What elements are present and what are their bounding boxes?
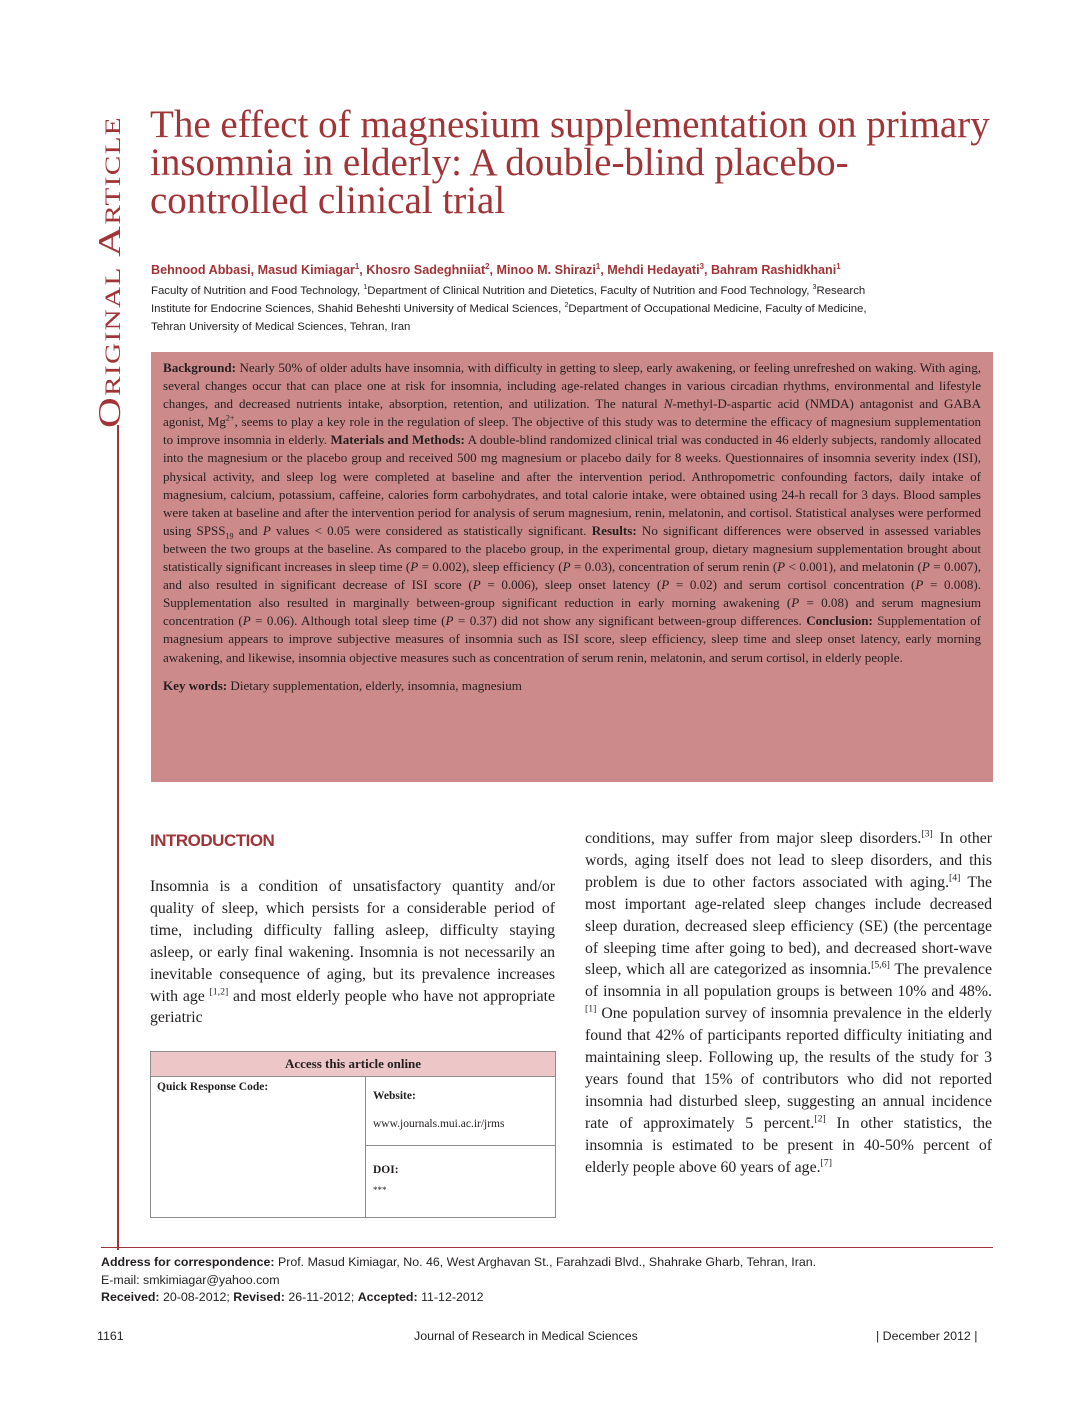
intro-left-2: and most elderly people who have not appropriate geriatric (150, 987, 555, 1027)
p-italic: P (445, 613, 454, 629)
address-text: Prof. Masud Kimiagar, No. 46, West Arghavan St., Farahzadi Blvd., Shahrake Gharb, Tehran, Iran. (274, 1255, 817, 1269)
citation-2[interactable]: [2] (814, 1113, 826, 1125)
author-name: Bahram Rashidkhani (710, 263, 837, 277)
revised-date: 26-11-2012; (284, 1290, 358, 1304)
abstract-bg-1: Nearly 50% of older adults have insomnia, with difficulty in getting to sleep, early awakening, or feeling unrefreshed on waking. With aging, several changes occur that can place one at risk for insomnia, including age-related changes in various circadian rhythms, environmental and lifestyle changes, and decreased nutrients intake, absorption, retention, and utilization. The natural (163, 360, 981, 412)
abstract-r-3: = 0.03), concentration of serum renin ( (570, 559, 778, 575)
citation-1-2[interactable]: [1,2] (209, 986, 229, 998)
author-affil-sup: 1 (595, 261, 601, 271)
introduction-heading: INTRODUCTION (150, 831, 275, 850)
doi-separator (366, 1145, 555, 1146)
abstract-m-1: A double-blind randomized clinical trial was conducted in 46 elderly subjects, randomly allocated into the magnesium or the placebo group and received 500 mg magnesium or placebo daily for 8 weeks. Questionnaires of insomnia severity index (ISI), physical activity, and sleep log were completed at baseline and after the intervention period. Anthropometric confounding factors, daily intake of magnesium, calcium, potassium, caffeine, calories form carbohydrates, and total calorie intake, were obtained using 24-h recall for 3 days. Blood samples were taken at baseline and after the intervention period for analysis of serum magnesium, renin, melatonin, and cortisol. Statistical analyses were performed using SPSS (163, 432, 981, 538)
p-italic: P (472, 577, 481, 593)
citation-5-6[interactable]: [5,6] (871, 960, 890, 972)
author-name: Mehdi Hedayati (607, 263, 700, 277)
author-name: Behnood Abbasi (151, 263, 251, 277)
received-date: 20-08-2012; (159, 1290, 234, 1304)
citation-4[interactable]: [4] (949, 872, 961, 884)
author-name: Khosro Sadeghniiat (366, 263, 486, 277)
affil-3a: Research (816, 285, 866, 297)
abstract-r-10: = 0.06). Although total sleep time ( (250, 613, 446, 629)
abstract-m-2: and (233, 522, 263, 538)
doi-label: DOI: (373, 1164, 399, 1176)
abstract-r-7: = 0.02) and serum cortisol concentration ( (669, 577, 916, 593)
intro-right-2: In other words, aging itself does not lead to sleep disorders, and this problem is due to other factors associated with aging. (585, 830, 992, 891)
author-affil-sup: 3 (699, 261, 704, 271)
intro-right-column (585, 828, 992, 1179)
abstract-box (151, 352, 993, 782)
abstract-m-3: values < 0.05 were considered as statistically significant. (270, 522, 592, 538)
intro-right-1: conditions, may suffer from major sleep disorders. (585, 830, 922, 847)
abstract-bg-2: -methyl-D-aspartic acid (NMDA) antagonist and GABA agonist, Mg (163, 396, 982, 430)
accepted-date: 11-12-2012 (417, 1290, 484, 1304)
abstract-r-6: = 0.006), sleep onset latency ( (480, 577, 662, 593)
abstract-r-4: < 0.001), and melatonin ( (785, 559, 922, 575)
conclusion-label: Conclusion: (806, 613, 873, 629)
abstract-r-1: No significant differences were observed in assessed variables between the two groups at the baseline. As compared to the placebo group, in the experimental group, dietary magnesium supplementation brought about statistically significant increases in sleep time ( (163, 522, 981, 575)
abstract-mg-sup: 2+ (225, 413, 235, 423)
abstract-r-8: = 0.008). Supplementation also resulted in marginally between-group significant reduction in early morning awakening ( (163, 577, 981, 611)
keywords-text: Dietary supplementation, elderly, insomnia, magnesium (227, 677, 522, 693)
website-link[interactable]: www.journals.mui.ac.ir/jrms (373, 1118, 505, 1130)
affil-0: Faculty of Nutrition and Food Technology, (151, 285, 364, 297)
article-type-label (86, 108, 130, 438)
article-type-text: Original Article (91, 193, 127, 428)
citation-1[interactable]: [1] (585, 1003, 597, 1015)
website-label: Website: (373, 1090, 416, 1102)
intro-right-6: In other statistics, the insomnia is estimated to be present in 40-50% percent of elderly people above 60 years of age. (585, 1114, 992, 1176)
accepted-label: Accepted: (357, 1290, 418, 1304)
page-number: 1161 (97, 1329, 124, 1343)
abstract-r-11: = 0.37) did not show any significant between-group differences. (453, 613, 807, 629)
access-box-body (151, 1077, 555, 1217)
abstract-r-5: = 0.007), and also resulted in significant decrease of ISI score ( (163, 559, 981, 593)
intro-right-3: The most important age-related sleep changes include decreased sleep duration, decreased sleep efficiency (SE) (the percentage of sleeping time after going to bed), and decreased short-wave sleep, which all are categorized as insomnia. (585, 873, 992, 979)
intro-left-column (150, 876, 555, 1029)
citation-3[interactable]: [3] (921, 828, 933, 840)
intro-left-1: Insomnia is a condition of unsatisfactory quantity and/or quality of sleep, which persists for a considerable period of time, including difficulty falling asleep, difficulty staying asleep, or early final wakening. Insomnia is not necessarily an inevitable consequence of aging, but its prevalence increases with age (150, 878, 555, 1005)
abstract-c-1: Supplementation of magnesium appears to improve subjective measures of insomnia such as ISI score, sleep efficiency, sleep time and sleep onset latency, early morning awakening, and likewise, insomnia objective measures such as concentration of serum renin, melatonin, and serum cortisol, in elderly people. (163, 613, 981, 665)
qr-code-cell (151, 1077, 366, 1217)
intro-right-5: One population survey of insomnia prevalence in the elderly found that 42% of participants reported difficulty initiating and maintaining sleep. Following up, the results of the study for 3 years found that 15% of contributors who did not reported insomnia had disturbed sleep, suggesting an annual incidence rate of approximately 5 percent. (585, 1005, 992, 1132)
abstract-p: P (262, 522, 271, 538)
keywords-label: Key words: (163, 677, 228, 693)
citation-7[interactable]: [7] (820, 1157, 832, 1169)
p-italic: P (410, 559, 419, 575)
side-rule (117, 425, 119, 1250)
background-label: Background: (163, 360, 236, 375)
issue-date: | December 2012 | (876, 1329, 978, 1343)
author-name: Minoo M. Shirazi (496, 263, 596, 277)
revised-label: Revised: (233, 1290, 285, 1304)
abstract-r-2: = 0.002), sleep efficiency ( (418, 559, 563, 575)
dates-line (101, 1289, 1001, 1307)
p-italic: P (777, 559, 786, 575)
p-italic: P (791, 595, 800, 611)
qr-label: Quick Response Code: (157, 1081, 269, 1093)
abstract-spss-sub: 19 (225, 531, 234, 541)
correspondence-block (101, 1254, 1001, 1307)
intro-right-4: The prevalence of insomnia in all population groups is between 10% and 48%. (585, 961, 992, 1001)
article-type-svg (86, 108, 130, 438)
doi-value: *** (373, 1185, 387, 1195)
author-affil-sup: 1 (354, 261, 360, 271)
access-article-box (150, 1051, 556, 1218)
affiliations: Faculty of Nutrition and Food Technology, $^1$Department of Clinical Nutrition and Dietetics, Faculty of Nutrition and Food Technology, $^3$Research Institute for Endocrine Sciences, Shahid Beheshti University of Medical Sciences, $^2$Department of Occupational Medicine, Faculty of Medicine, Tehran University of Medical Sciences, Tehran, Iran (151, 284, 867, 333)
p-italic: P (915, 577, 924, 593)
address-line (101, 1254, 1001, 1272)
abstract-bg-3: , seems to play a key role in the regulation of sleep. The objective of this study was to determine the efficacy of magnesium supplementation to improve insomnia in elderly. (163, 414, 981, 448)
journal-name: Journal of Research in Medical Sciences (414, 1329, 638, 1343)
affil-2a: Department of Occupational Medicine, Faculty of Medicine, (568, 303, 867, 315)
author-affil-sup: 2 (485, 261, 490, 271)
results-label: Results: (591, 522, 637, 538)
affil-3b: Institute for Endocrine Sciences, Shahid Beheshti University of Medical Sciences, (151, 303, 565, 315)
abstract-r-9: = 0.08) and serum magnesium concentration ( (163, 595, 981, 629)
author-name: Masud Kimiagar (257, 263, 355, 277)
affil-1: Department of Clinical Nutrition and Dietetics, Faculty of Nutrition and Food Technology, (367, 285, 813, 297)
p-italic: P (921, 559, 930, 575)
article-title: The effect of magnesium supplementation on primary insomnia in elderly: A double-blind placebo-controlled clinical trial (150, 103, 990, 222)
keywords (163, 677, 981, 695)
p-italic: P (562, 559, 571, 575)
abstract-n: N (663, 396, 673, 412)
address-label: Address for correspondence: (101, 1255, 275, 1269)
p-italic: P (661, 577, 670, 593)
methods-label: Materials and Methods: (330, 432, 465, 448)
author-list: Behnood Abbasi, Masud Kimiagar$^1$, Khosro Sadeghniiat$^2$, Minoo M. Shirazi$^1$, Mehdi Hedayati$^3$, Bahram Rashidkhani$^1$ (151, 261, 841, 277)
affil-2b: Tehran University of Medical Sciences, Tehran, Iran (151, 321, 411, 333)
p-italic: P (242, 613, 251, 629)
access-box-heading: Access this article online (151, 1052, 555, 1077)
received-label: Received: (101, 1290, 160, 1304)
footer-rule (101, 1247, 993, 1248)
author-affil-sup: 1 (836, 261, 841, 271)
abstract-text (163, 359, 981, 667)
email-line[interactable]: E-mail: smkimiagar@yahoo.com (101, 1272, 280, 1287)
